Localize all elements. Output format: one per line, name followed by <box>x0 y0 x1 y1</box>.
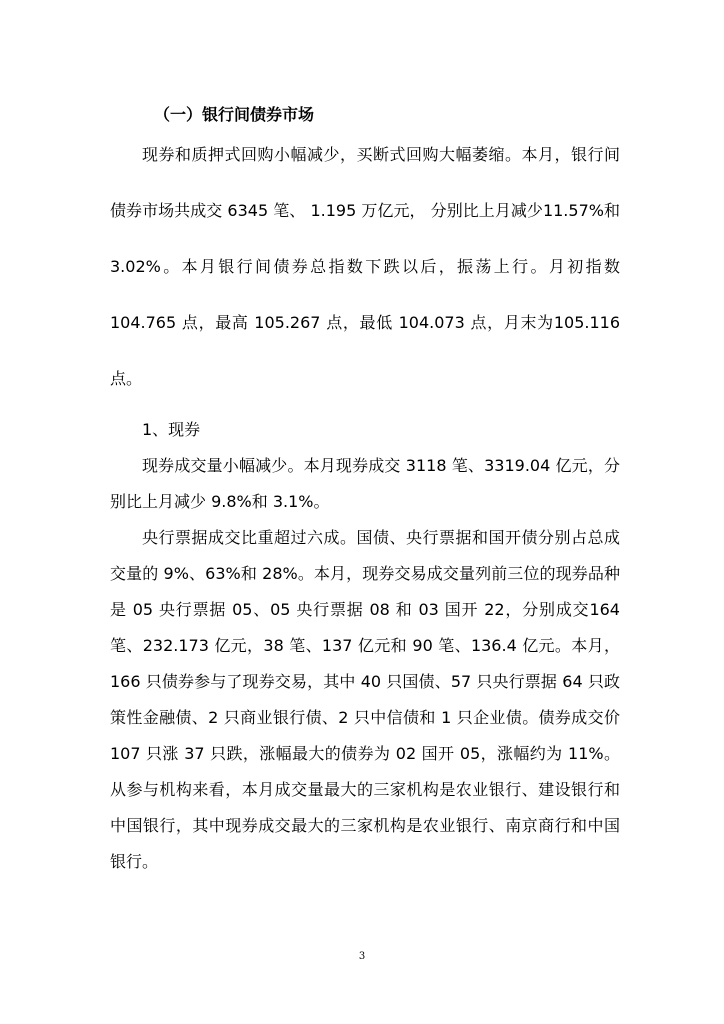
subsection-heading-spot: 1、现券 <box>142 420 201 439</box>
section-heading: （一）银行间债券市场 <box>154 105 315 124</box>
paragraph-market-overview: 现券和质押式回购小幅减少，买断式回购大幅萎缩。本月，银行间债券市场共成交 6345 笔、 1.195 万亿元， 分别比上月减少11.57%和 3.02%。本月银行间债券总指数下跌以后，振荡上行。月初指数 104.765 点，最高 105.267 点，最低 104.073 点，月末为105.116 点。 <box>110 145 620 388</box>
paragraph-spot-volume: 现券成交量小幅减少。本月现券成交 3118 笔、3319.04 亿元，分别比上月减少 9.8%和 3.1%。 <box>110 456 620 511</box>
paragraph-central-bank-bills: 央行票据成交比重超过六成。国债、央行票据和国开债分别占总成交量的 9%、63%和 28%。本月，现券交易成交量列前三位的现券品种是 05 央行票据 05、05 央行票据 08 和 03 国开 22，分别成交164 笔、232.173 亿元，38 笔、137 亿元和 90 笔、136.4 亿元。本月，166 只债券参与了现券交易，其中 40 只国债、57 只央行票据 64 只政策性金融债、2 只商业银行债、2 只中信债和 1 只企业债。债券成交价 107 只涨 37 只跌，涨幅最大的债券为 02 国开 05，涨幅约为 11%。从参与机构来看，本月成交量最大的三家机构是农业银行、建设银行和中国银行，其中现券成交最大的三家机构是农业银行、南京商行和中国银行。 <box>110 528 620 871</box>
page-number: 3 <box>358 951 366 962</box>
